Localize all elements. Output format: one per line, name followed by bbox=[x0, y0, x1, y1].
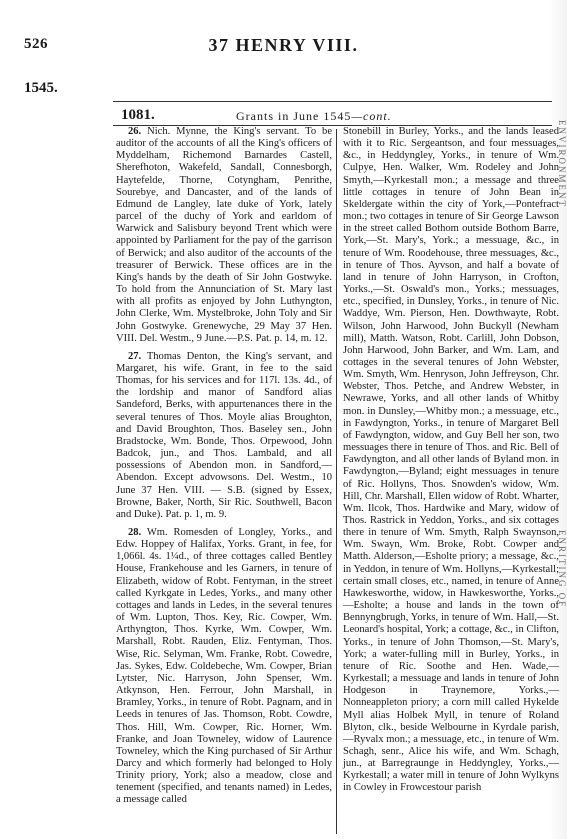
year-marginal: 1545. bbox=[24, 80, 58, 96]
left-column bbox=[116, 126, 332, 807]
entry-text: Thomas Denton, the King's servant, and Margaret, his wife. Grant, in fee to the said Thomas, for his services and for 117l. 13s. 4d., of the lordship and manor of Sandford alias Sandeford, Berks, with appurtenances there in the several tenures of Thos. Moyle alias Broughton, and David Broughton, Thos. Baseley sen., John Bradstocke, Wm. Bonde, Thos. Orpewood, John Badcok, jun., and Thos. Lambald, and all possessions of Abendon mon. in Sandford,—Abendon. Except advowsons. Del. Westm., 10 June 37 Hen. VIII. — S.B. (signed by Essex, Browne, Baker, North, Sir Ric. Southwell, Bacon and Duke). Pat. p. 1, m. 9. bbox=[116, 350, 332, 520]
grant-entry bbox=[116, 126, 332, 345]
top-rule bbox=[113, 101, 552, 102]
column-divider bbox=[336, 129, 337, 834]
right-column bbox=[343, 126, 559, 795]
edge-watermark-bottom: ENRITING OF bbox=[557, 530, 567, 609]
entry-text: Nich. Mynne, the King's servant. To be auditor of the accounts of all the King's officers of Myddelham, Richemond Barnardes Castell, Sherefhoton, Wakefeld, Sandall, Connesborgh, Haytefelde, Thorne, Cotyngham, Penrithe, Sourebye, and Dancaster, and of the lands of Edmund de Langley, late duke of York, lately parcel of the duchy of York and earldom of Warwick and Salisbury beyond Trent which were appointed by Parliament for the pay of the garrison of Berwick; and also auditor of the accounts of the treasurer of Berwick. These offices are in the King's hands by the death of Sir John Gostwyke. To hold from the Annunciation of St. Mary last with all profits as enjoyed by John Luthyngton, John Clerke, Wm. Mystelbroke, John Toly and Sir John Gostwyke. Grenewyche, 29 May 37 Hen. VIII. Del. Westm., 9 June.—P.S. Pat. p. 14, m. 12. bbox=[116, 126, 332, 344]
continued-entry-text: Stonebill in Burley, Yorks., and the lands leased with it to Ric. Sergeantson, and four messuages, &c., in Heddyngley, Yorks., in tenure of Wm. Culpye, Hen. Walker, Wm. Rodeley and John Smyth,—Kyrkestall mon.; a message and three little cottages in tenure of John Bean in Skeldergate within the city of York,—Pontefract mon.; two cottages in tenure of Sir George Lawson in the street called Bothom outside Bothom Barre, York,—St. Mary's, York.; a messuage, &c., in tenure of Wm. Roodehouse, three messuages, &c., in tenure of Thos. Ayvson, and half a bovate of land in tenure of John Harryson, in Crofton, Yorks.,—St. Oswald's mon., Yorks.; messuages, etc., specified, in Dunsley, Yorks., in tenure of Nic. Waddye, Wm. Pierson, Hen. Dowthwayte, Robt. Wilson, John Harwood, John Buckyll (Newham mill), Matth. Watson, Robt. Carlill, John Dobson, John Harwood, John Barker, and Wm. Lam, and cottages in the several tenures of John Webster, Wm. Smyth, Wm. Henryson, John Jeffreyson, Chr. Webster, Thos. Petche, and Andrew Webster, in Newrawe, Yorks, and all other lands of Whitby mon. in Dunsley,—Whitby mon.; a messuage, etc., in Fawdyngton, Yorks., in tenure of Margaret Bell of Fawdyngton, widow, and Guy Bell her son, two messuages there in tenure of Thos. and Ric. Bell of Fawdyngton, and all other lands of Byland mon. in Fawdyngton,—Byland; eight messuages in tenure of Ric. Hollyns, Thos. Snowden's widow, Wm. Hill, Chr. Marshall, Ellen widow of Robt. Wharter, Wm. Ilcok, Thos. Hardwike and Mary, widow of Thos. Rastrick in Yeddon, Yorks., and six cottages there in tenure of Wm. Smyth, Ralph Swaynson, Wm. Swayn, Wm. Broke, Robt. Cowper and Matth. Alderson,—Esholte priory; a message, &c., in Yeddon, in tenure of Wm. Hollyns,—Kyrkestall; certain small closes, etc., named, in tenure of Anne Hawkesworthe, widow, in Hawkesworthe, Yorks.,—Esholte; a house and lands in the town of Bennyngbrugh, Yorks, in tenure of Wm. Hall,—St. Leonard's hospital, York; a cottage, &c., in Clifton, Yorks., in tenure of John Thomson,—St. Mary's, York; a water-fulling mill in Burley, Yorks., in tenure of Ric. Soothe and Hen. Wade,—Kyrkestall; a messuage and lands in tenure of John Hodgeson in Traynemore, Yorks.,—Nonneappleton priory; a corn mill called Hykelde Myll alias Holbek Myll, in tenure of Roland Blyton, clk., beside Welbourne in Kyrdale parish,—Ryvalx mon.; a messuage, etc., in tenure of Wm. Schagh, senr., Alice his wife, and Wm. Schagh, jun., at Barregraunge in Heddyngley, Yorks.,—Kyrkestall; a water mill in tenure of John Wylkyns in Cowley in Frowcestour parish bbox=[343, 126, 559, 794]
grant-entry bbox=[116, 527, 332, 807]
edge-watermark-top: ENVIRONMENT bbox=[557, 120, 567, 208]
document-title-text: Grants in June 1545 bbox=[236, 109, 352, 123]
entry-number: 28. bbox=[128, 527, 142, 538]
grant-entry bbox=[116, 351, 332, 521]
entry-text: Wm. Romesden of Longley, Yorks., and Edw. Hoppey of Halifax, Yorks. Grant, in fee, for 1,066l. 4s. 1¼d., of three cottages called Bentley House, Frankehouse and les Garners, in tenure of Elizabeth, widow of Robt. Fentyman, in the street called Kyrkgate in Ledes, Yorks., and many other cottages and lands in Ledes, in the several tenures of Wm. Lupton, Thos. Key, Ric. Cowper, Wm. Arthyngton, Thos. Kyrke, Wm. Cowper, Wm. Marshall, Robt. Rauden, Eliz. Fentyman, Thos. Wise, Ric. Selyman, Wm. Franke, Robt. Cowedre, Jas. Sykes, Edw. Coldebeche, Wm. Cowper, Brian Lytster, Nic. Harryson, John Spenser, Wm. Atkynson, Hen. Ferrour, John Marshall, in Bramley, Yorks., in tenure of Robt. Pagnam, and in Leeds in tenures of Jas. Thomson, Robt. Cowdre, Thos. Hill, Wm. Cowper, Ric. Horner, Wm. Franke, and Joan Towneley, widow of Laurence Towneley, which the King purchased of Sir Arthur Darcy and which formerly had belonged to Holy Trinity priory, York; also a meadow, close and tenement (specified, and tenants named) in Ledes, a message called bbox=[116, 527, 332, 806]
running-title: 37 HENRY VIII. bbox=[208, 35, 359, 55]
entry-number: 27. bbox=[128, 350, 142, 362]
document-title-suffix: —cont. bbox=[351, 109, 392, 123]
document-number: 1081. bbox=[121, 107, 155, 123]
entry-number: 26. bbox=[128, 126, 142, 137]
page-number: 526 bbox=[24, 36, 48, 52]
document-title bbox=[236, 109, 392, 124]
